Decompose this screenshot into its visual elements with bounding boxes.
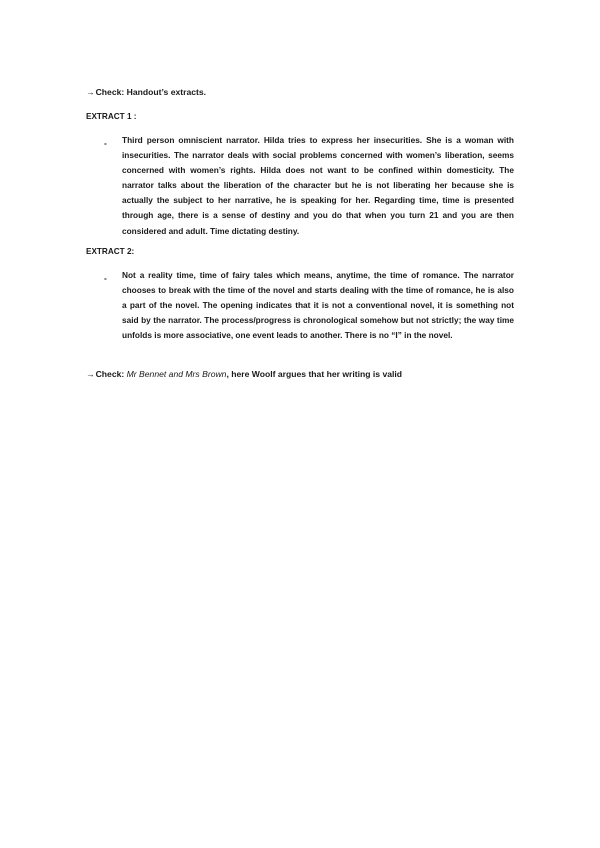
extract-1-paragraph: Third person omniscient narrator. Hilda tries to express her insecurities. She is a woman with insecurities. The narrator deals with social problems concerned with women’s liberation, seems concerned with women’s rights. Hilda does not want to be confined within domesticity. The narrator talks about the liberation of the character but he is not liberating her because she is actually the subject to her narrative, he is speaking for her. Regarding time, time is presented through age, there is a sense of destiny and you do that when you turn 21 and you are then considered and adult. Time dictating destiny. [122, 135, 514, 236]
extract-1-bullet: - [104, 138, 107, 148]
extract-2-paragraph: Not a reality time, time of fairy tales which means, anytime, the time of romance. The narrator chooses to break with the time of the novel and starts dealing with the time of romance, he is also a part of the novel. The opening indicates that it is not a conventional novel, it is something not said by the narrator. The process/progress is chronological somehow but not strictly; the way time unfolds is more associative, one event leads to another. There is no “I” in the novel. [122, 270, 514, 341]
check-handout-text: Check: Handout’s extracts. [95, 87, 207, 97]
check-handout-line [86, 86, 206, 98]
extract-2-heading: EXTRACT 2: [86, 247, 135, 256]
arrow-right-icon: → [86, 369, 95, 379]
extract-1-heading: EXTRACT 1 : [86, 112, 137, 121]
extract-2-bullet: - [104, 273, 107, 283]
essay-title: Mr Bennet and Mrs Brown [126, 369, 227, 379]
check-woolf-label: Check: [95, 369, 125, 379]
check-woolf-line [86, 368, 402, 380]
check-woolf-text: , here Woolf argues that her writing is valid [226, 369, 403, 379]
arrow-right-icon: → [86, 87, 95, 97]
